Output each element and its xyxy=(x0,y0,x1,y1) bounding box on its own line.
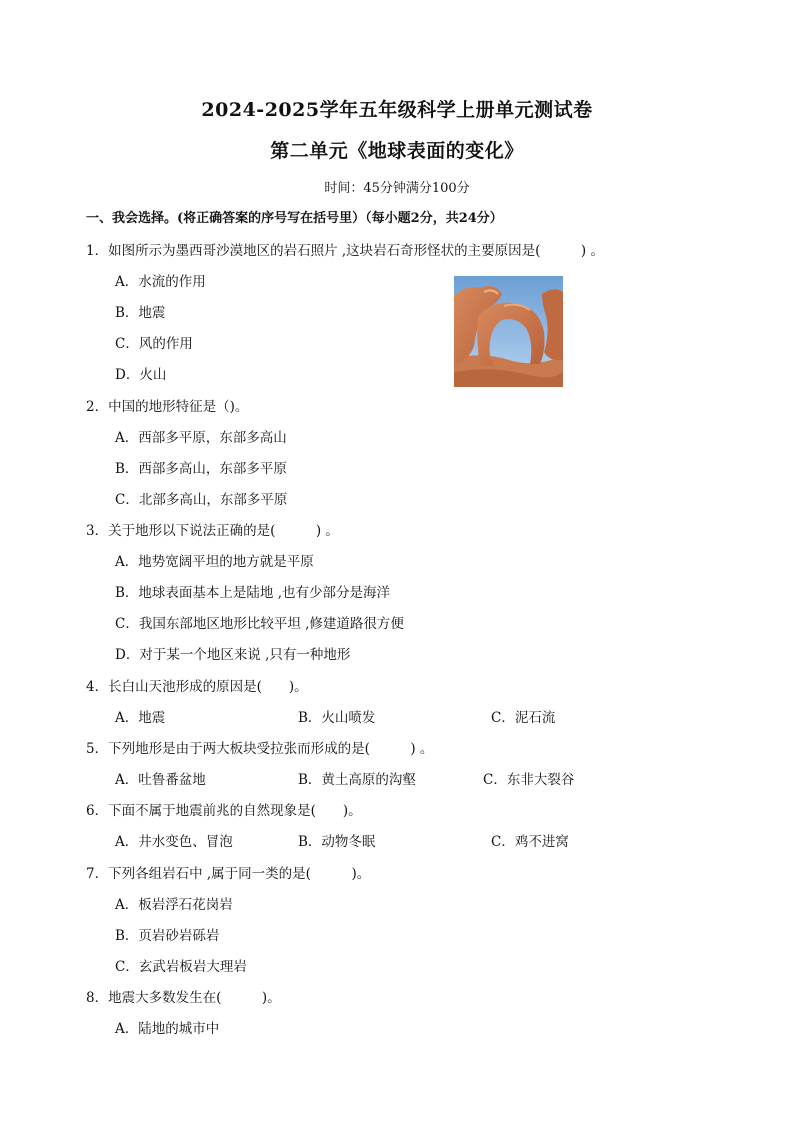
question-7-option-a: A．板岩浮石花岗岩 xyxy=(115,897,233,913)
question-1-option-c: C．风的作用 xyxy=(115,336,193,352)
question-5-stem: 5．下列地形是由于两大板块受拉张而形成的是( ) 。 xyxy=(86,741,434,757)
question-6-stem: 6．下面不属于地震前兆的自然现象是( )。 xyxy=(86,803,362,819)
time-info: 时间：45分钟满分100分 xyxy=(324,181,470,196)
question-8-option-a: A．陆地的城市中 xyxy=(115,1021,220,1037)
question-5-option-a: A．吐鲁番盆地 xyxy=(115,772,206,788)
question-2-stem: 2．中国的地形特征是（)。 xyxy=(86,399,249,415)
section-heading: 一、我会选择。(将正确答案的序号写在括号里）（每小题2分，共24分） xyxy=(86,211,503,226)
question-4-option-c: C．泥石流 xyxy=(491,710,556,726)
question-4-option-a: A．地震 xyxy=(115,710,166,726)
question-7-stem: 7．下列各组岩石中 ,属于同一类的是( )。 xyxy=(86,866,371,882)
question-6-option-a: A．井水变色、冒泡 xyxy=(115,834,233,850)
question-2-option-c: C．北部多高山，东部多平原 xyxy=(115,492,288,508)
unit-title: 第二单元《地球表面的变化》 xyxy=(270,140,524,162)
question-6-option-b: B．动物冬眠 xyxy=(298,834,376,850)
question-4-stem: 4．长白山天池形成的原因是( )。 xyxy=(86,679,308,695)
question-5-option-c: C．东非大裂谷 xyxy=(483,772,575,788)
exam-title: 2024-2025学年五年级科学上册单元测试卷 xyxy=(201,99,593,121)
question-1-option-b: B．地震 xyxy=(115,305,166,321)
question-3-option-a: A．地势宽阔平坦的地方就是平原 xyxy=(115,554,314,570)
question-2-option-a: A．西部多平原，东部多高山 xyxy=(115,430,287,446)
question-3-option-c: C．我国东部地区地形比较平坦 ,修建道路很方便 xyxy=(115,616,404,632)
question-7-option-b: B．页岩砂岩砾岩 xyxy=(115,928,220,944)
question-2-option-b: B．西部多高山，东部多平原 xyxy=(115,461,287,477)
question-5-option-b: B．黄土高原的沟壑 xyxy=(298,772,416,788)
question-6-option-c: C．鸡不进窝 xyxy=(491,834,569,850)
question-3-stem: 3．关于地形以下说法正确的是( ) 。 xyxy=(86,523,339,539)
question-3-option-d: D．对于某一个地区来说 ,只有一种地形 xyxy=(115,647,351,663)
question-1-stem: 1．如图所示为墨西哥沙漠地区的岩石照片 ,这块岩石奇形怪状的主要原因是( ) 。 xyxy=(86,243,604,259)
question-4-option-b: B．火山喷发 xyxy=(298,710,376,726)
question-3-option-b: B．地球表面基本上是陆地 ,也有少部分是海洋 xyxy=(115,585,391,601)
question-1-option-d: D．火山 xyxy=(115,367,167,383)
question-1-option-a: A．水流的作用 xyxy=(115,274,206,290)
question-7-option-c: C．玄武岩板岩大理岩 xyxy=(115,959,247,975)
rock-arch-photo xyxy=(454,276,563,387)
question-8-stem: 8．地震大多数发生在( )。 xyxy=(86,990,281,1006)
